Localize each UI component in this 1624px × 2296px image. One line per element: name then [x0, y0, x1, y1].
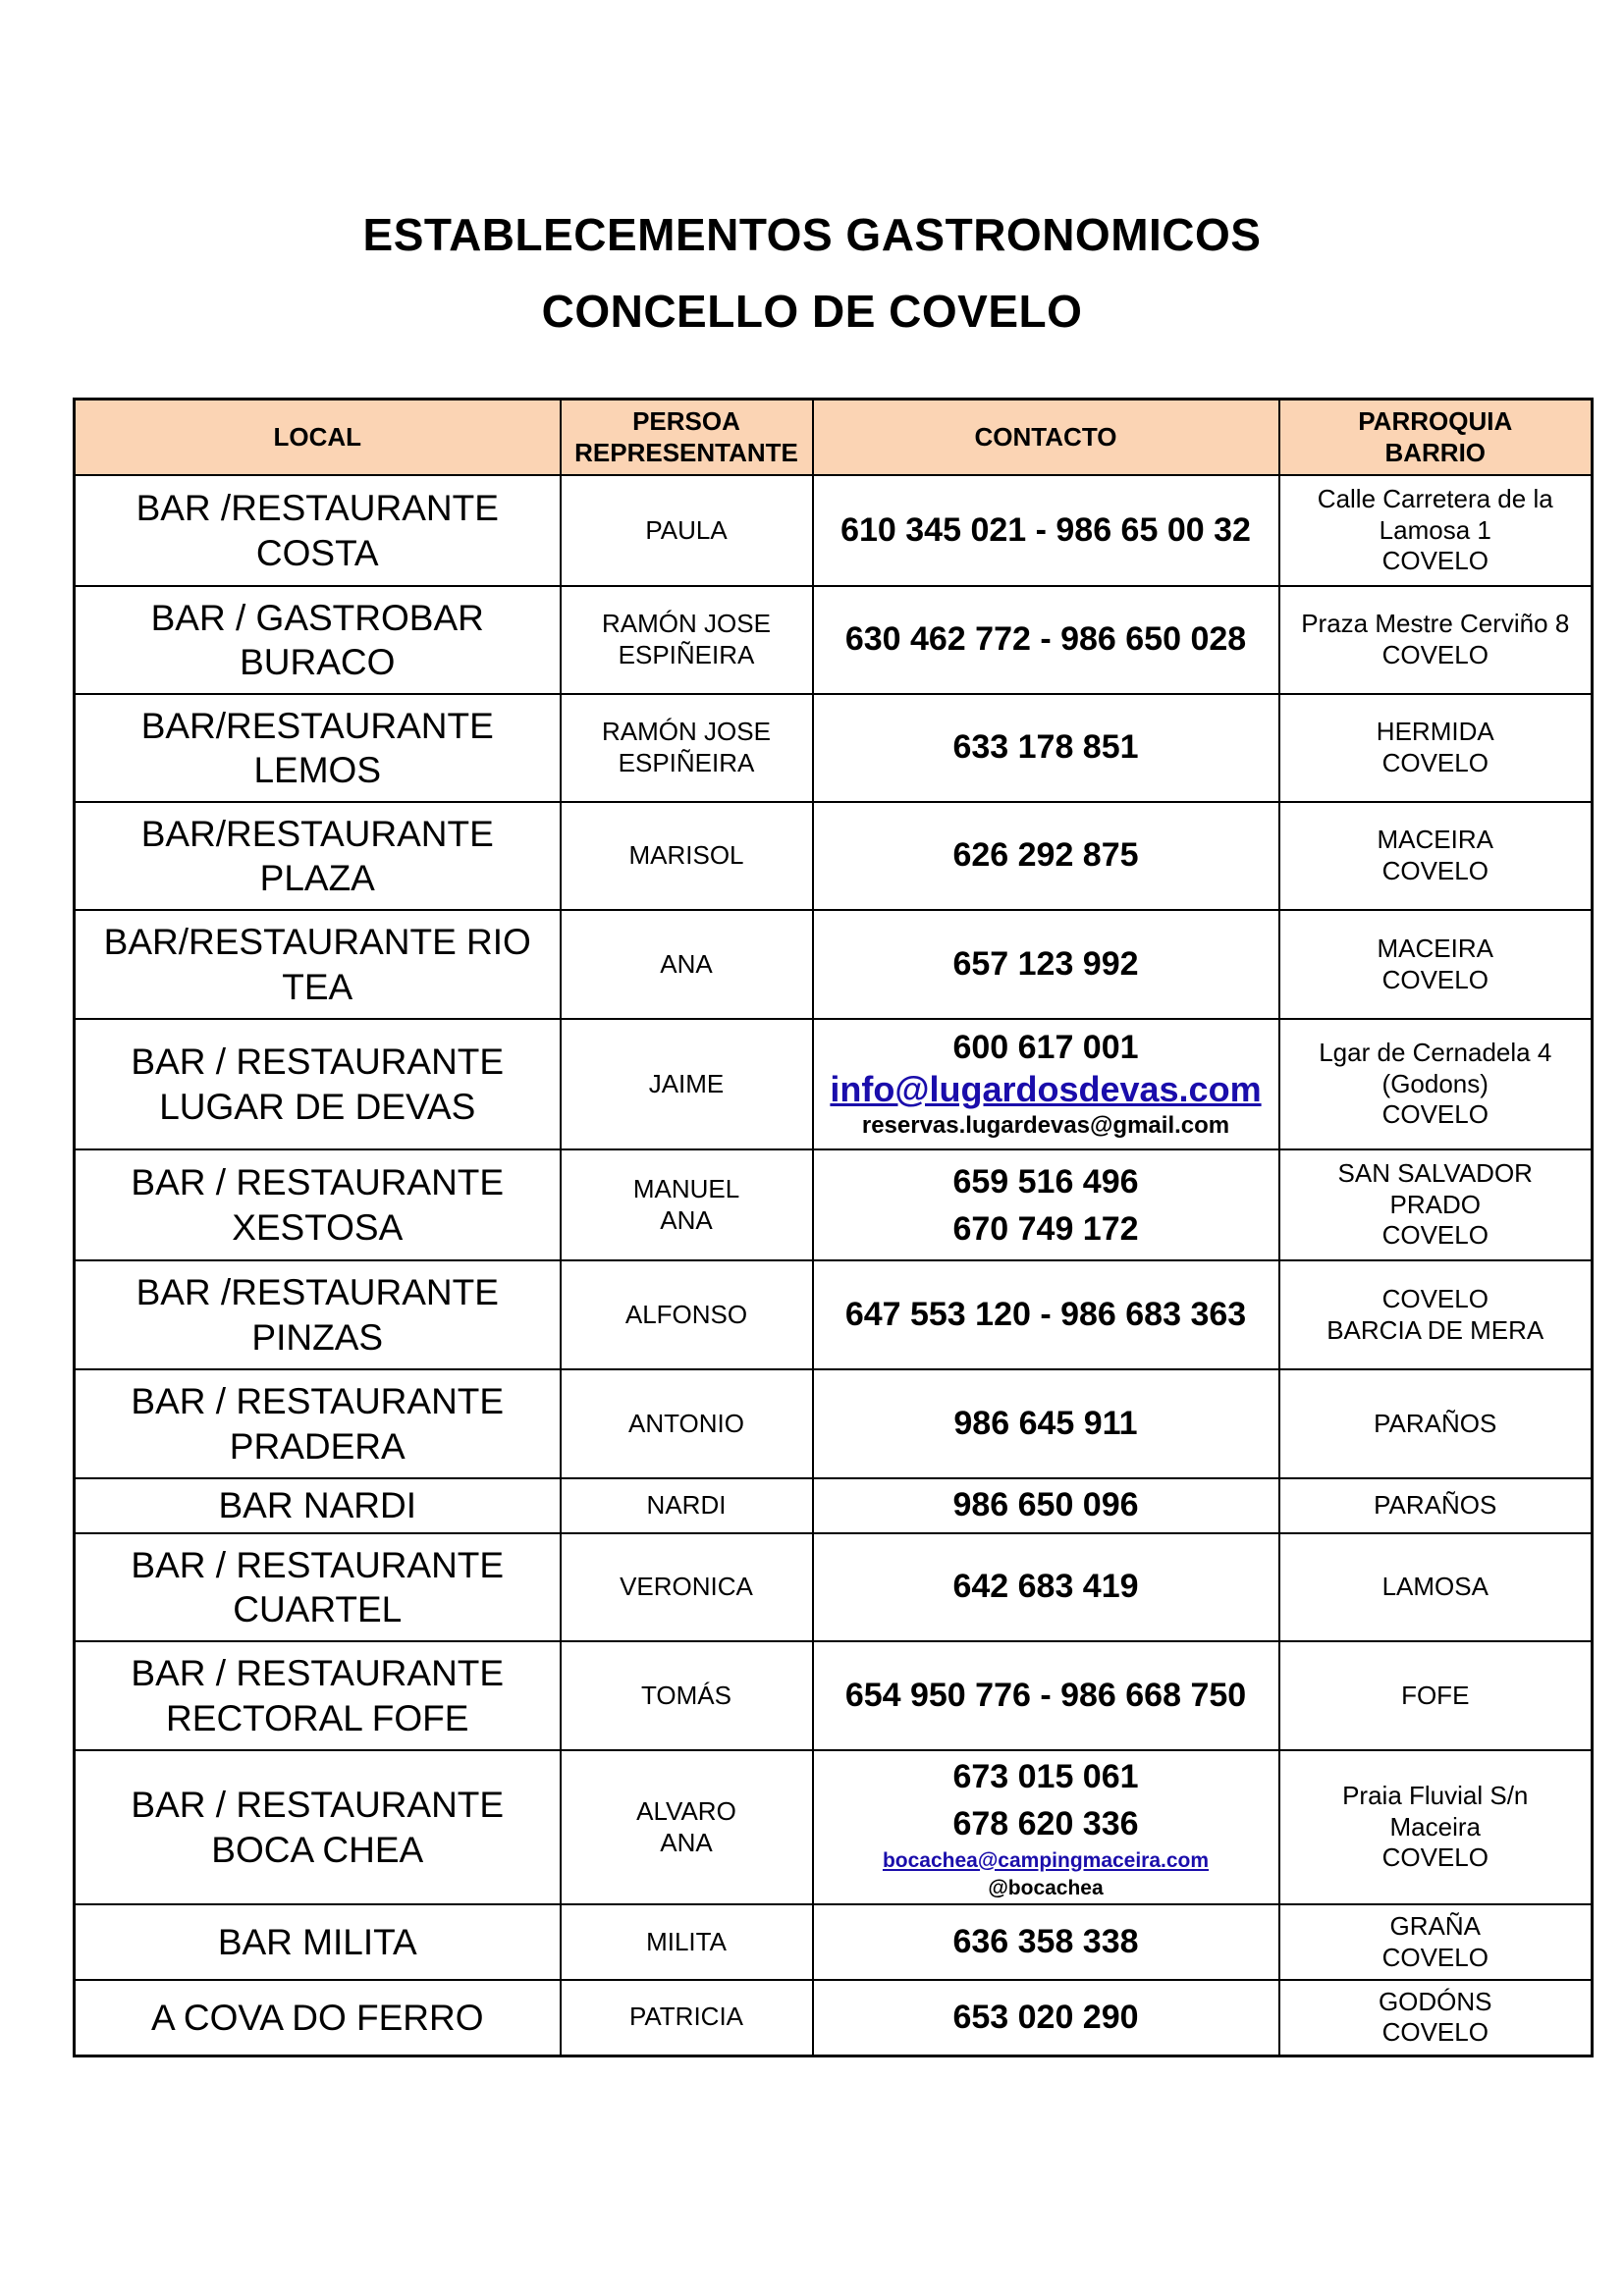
establishments-table — [73, 398, 1594, 2057]
contacto-cell — [813, 586, 1279, 694]
local-name: BAR / RESTAURANTE — [131, 1544, 505, 1585]
phone-number: 654 950 776 - 986 668 750 — [844, 1676, 1247, 1714]
parroquia-cell — [1279, 475, 1593, 586]
persoa-cell — [561, 1019, 813, 1149]
local-cell — [75, 586, 561, 694]
representative-name: MILITA — [646, 1926, 727, 1956]
table-row — [75, 1904, 1593, 1980]
representative-name: ALVARO — [636, 1795, 736, 1826]
contacto-cell — [813, 1980, 1279, 2056]
contacto-cell — [813, 1149, 1279, 1260]
table-body — [75, 475, 1593, 2056]
local-cell — [75, 1641, 561, 1750]
parish-line: COVELO — [1381, 1942, 1489, 1972]
local-cell — [75, 1369, 561, 1478]
phone-number: 659 516 496 — [952, 1162, 1139, 1201]
local-name: PLAZA — [259, 858, 375, 898]
parish-line: COVELO — [1381, 2017, 1489, 2048]
phone-number: 610 345 021 - 986 65 00 32 — [840, 510, 1251, 549]
local-name: BAR/RESTAURANTE RIO — [103, 922, 531, 963]
parish-line: MACEIRA — [1377, 825, 1493, 855]
local-cell — [75, 802, 561, 910]
persoa-cell — [561, 1260, 813, 1369]
persoa-cell — [561, 1533, 813, 1641]
header-persoa: PERSOA REPRESENTANTE — [561, 400, 813, 476]
local-cell — [75, 694, 561, 802]
local-name: BAR / RESTAURANTE — [131, 1653, 505, 1694]
local-name: BAR NARDI — [218, 1485, 416, 1526]
table-row — [75, 1149, 1593, 1260]
parish-line: PRADO — [1389, 1189, 1481, 1219]
parish-line: COVELO — [1381, 856, 1489, 885]
parish-line: COVELO — [1381, 1099, 1489, 1130]
phone-number: 986 650 096 — [952, 1486, 1139, 1524]
phone-number: 630 462 772 - 986 650 028 — [844, 620, 1247, 659]
persoa-cell — [561, 1369, 813, 1478]
table-header-row — [75, 400, 1593, 476]
local-name: TEA — [282, 966, 353, 1007]
parroquia-cell — [1279, 1149, 1593, 1260]
phone-number: 653 020 290 — [952, 1998, 1139, 2036]
table-row — [75, 910, 1593, 1019]
email-text: reservas.lugardevas@gmail.com — [861, 1112, 1230, 1140]
local-name: PRADERA — [229, 1425, 406, 1467]
contacto-cell — [813, 1641, 1279, 1750]
contacto-cell — [813, 475, 1279, 586]
local-name: BAR MILITA — [217, 1921, 417, 1962]
phone-number: 986 645 911 — [953, 1404, 1138, 1442]
parroquia-cell — [1279, 694, 1593, 802]
persoa-cell — [561, 1641, 813, 1750]
parish-line: Lgar de Cernadela 4 — [1319, 1037, 1552, 1067]
email-link[interactable]: info@lugardosdevas.com — [830, 1069, 1262, 1110]
phone-number: 647 553 120 - 986 683 363 — [844, 1295, 1247, 1333]
social-handle: @bocachea — [988, 1876, 1104, 1899]
local-name: CUARTEL — [233, 1589, 403, 1629]
parish-line: COVELO — [1381, 748, 1489, 777]
local-name: BAR/RESTAURANTE — [140, 705, 494, 746]
local-name: RECTORAL FOFE — [166, 1697, 469, 1738]
parish-line: LAMOSA — [1381, 1572, 1489, 1602]
table-row — [75, 1750, 1593, 1904]
local-cell — [75, 1478, 561, 1533]
header-local: LOCAL — [75, 400, 561, 476]
representative-name: MANUEL — [632, 1173, 740, 1203]
representative-name: PAULA — [645, 514, 728, 545]
parish-line: Maceira — [1389, 1811, 1481, 1842]
representative-name: ANA — [660, 1827, 713, 1857]
parroquia-cell — [1279, 910, 1593, 1019]
persoa-cell — [561, 1980, 813, 2056]
local-cell — [75, 475, 561, 586]
table-row — [75, 1641, 1593, 1750]
parish-line: COVELO — [1381, 1220, 1489, 1251]
local-name: BAR / RESTAURANTE — [131, 1381, 505, 1422]
parroquia-cell — [1279, 586, 1593, 694]
representative-name: NARDI — [646, 1490, 727, 1521]
parish-line: COVELO — [1381, 964, 1489, 994]
persoa-cell — [561, 1750, 813, 1904]
parish-line: COVELO — [1381, 1283, 1489, 1313]
parish-line: Calle Carretera de la — [1317, 483, 1553, 513]
representative-name: MARISOL — [628, 840, 744, 871]
parroquia-cell — [1279, 1750, 1593, 1904]
representative-name: ANA — [660, 948, 713, 979]
local-name: BAR / RESTAURANTE — [131, 1162, 505, 1203]
local-name: LEMOS — [253, 750, 382, 790]
parroquia-cell — [1279, 1260, 1593, 1369]
local-name: BAR / RESTAURANTE — [131, 1041, 505, 1083]
email-link[interactable]: bocachea@campingmaceira.com — [882, 1848, 1210, 1872]
phone-number: 642 683 419 — [952, 1568, 1139, 1606]
local-name: PINZAS — [251, 1316, 384, 1358]
local-name: BURACO — [240, 642, 396, 682]
parish-line: PARAÑOS — [1374, 1490, 1497, 1521]
local-cell — [75, 1019, 561, 1149]
local-name: BAR /RESTAURANTE — [135, 1272, 499, 1313]
local-name: A COVA DO FERRO — [150, 1997, 484, 2038]
phone-number: 633 178 851 — [952, 728, 1139, 767]
parish-line: (Godons) — [1381, 1068, 1489, 1098]
phone-number: 636 358 338 — [952, 1922, 1139, 1960]
parish-line: GODÓNS — [1378, 1986, 1492, 2016]
local-name: BAR /RESTAURANTE — [135, 488, 499, 529]
local-cell — [75, 1533, 561, 1641]
contacto-cell — [813, 802, 1279, 910]
table-row — [75, 1478, 1593, 1533]
parish-line: COVELO — [1381, 640, 1489, 669]
table-row — [75, 1980, 1593, 2056]
local-cell — [75, 1904, 561, 1980]
parroquia-cell — [1279, 1478, 1593, 1533]
representative-name: RAMÓN JOSE — [602, 717, 771, 747]
table-row — [75, 802, 1593, 910]
header-parroquia: PARROQUIA BARRIO — [1279, 400, 1593, 476]
local-name: BAR/RESTAURANTE — [140, 813, 494, 854]
persoa-cell — [561, 475, 813, 586]
parroquia-cell — [1279, 1641, 1593, 1750]
local-name: XESTOSA — [232, 1206, 404, 1248]
parroquia-cell — [1279, 1369, 1593, 1478]
header-contacto: CONTACTO — [813, 400, 1279, 476]
table-row — [75, 694, 1593, 802]
parish-line: BARCIA DE MERA — [1326, 1314, 1544, 1345]
parish-line: COVELO — [1381, 1842, 1489, 1873]
local-name: BAR / RESTAURANTE — [131, 1785, 505, 1826]
table-row — [75, 586, 1593, 694]
contacto-cell — [813, 910, 1279, 1019]
persoa-cell — [561, 1149, 813, 1260]
phone-number: 670 749 172 — [952, 1209, 1139, 1248]
local-name: BOCA CHEA — [211, 1829, 424, 1870]
contacto-cell — [813, 1533, 1279, 1641]
table-row — [75, 1369, 1593, 1478]
parish-line: COVELO — [1381, 546, 1489, 576]
local-cell — [75, 1980, 561, 2056]
contacto-cell — [813, 1369, 1279, 1478]
representative-name: ESPIÑEIRA — [618, 640, 755, 669]
parish-line: MACEIRA — [1377, 933, 1493, 963]
document-subtitle: CONCELLO DE COVELO — [541, 286, 1083, 337]
persoa-cell — [561, 586, 813, 694]
phone-number: 678 620 336 — [952, 1804, 1139, 1842]
phone-number: 626 292 875 — [952, 836, 1139, 875]
representative-name: ANA — [660, 1204, 713, 1235]
phone-number: 657 123 992 — [952, 944, 1139, 983]
table-row — [75, 1019, 1593, 1149]
document-title: ESTABLECEMENTOS GASTRONOMICOS — [362, 209, 1262, 260]
local-name: COSTA — [255, 532, 379, 573]
parish-line: PARAÑOS — [1374, 1408, 1497, 1438]
phone-number: 600 617 001 — [952, 1028, 1139, 1066]
representative-name: PATRICIA — [628, 2002, 744, 2032]
local-name: BAR / GASTROBAR — [150, 597, 484, 638]
persoa-cell — [561, 802, 813, 910]
local-cell — [75, 1750, 561, 1904]
table-row — [75, 1533, 1593, 1641]
local-cell — [75, 910, 561, 1019]
persoa-cell — [561, 910, 813, 1019]
table-row — [75, 1260, 1593, 1369]
persoa-cell — [561, 1478, 813, 1533]
local-cell — [75, 1260, 561, 1369]
representative-name: ALFONSO — [624, 1299, 748, 1329]
representative-name: ANTONIO — [628, 1408, 744, 1438]
parish-line: FOFE — [1401, 1680, 1470, 1710]
parish-line: SAN SALVADOR — [1337, 1157, 1533, 1188]
parish-line: HERMIDA — [1376, 717, 1494, 747]
parroquia-cell — [1279, 1533, 1593, 1641]
contacto-cell — [813, 1478, 1279, 1533]
local-name: LUGAR DE DEVAS — [159, 1086, 476, 1127]
parroquia-cell — [1279, 1904, 1593, 1980]
phone-number: 673 015 061 — [952, 1757, 1139, 1795]
contacto-cell — [813, 1750, 1279, 1904]
contacto-cell — [813, 694, 1279, 802]
parish-line: Praza Mestre Cerviño 8 — [1301, 609, 1570, 639]
table-row — [75, 475, 1593, 586]
local-cell — [75, 1149, 561, 1260]
parish-line: Lamosa 1 — [1379, 514, 1491, 545]
parish-line: GRAÑA — [1389, 1910, 1481, 1941]
parroquia-cell — [1279, 802, 1593, 910]
contacto-cell — [813, 1019, 1279, 1149]
persoa-cell — [561, 1904, 813, 1980]
representative-name: RAMÓN JOSE — [602, 609, 771, 639]
representative-name: TOMÁS — [641, 1680, 731, 1710]
parroquia-cell — [1279, 1980, 1593, 2056]
contacto-cell — [813, 1904, 1279, 1980]
parroquia-cell — [1279, 1019, 1593, 1149]
representative-name: VERONICA — [620, 1572, 753, 1602]
parish-line: Praia Fluvial S/n — [1342, 1780, 1529, 1810]
representative-name: JAIME — [648, 1068, 725, 1098]
contacto-cell — [813, 1260, 1279, 1369]
representative-name: ESPIÑEIRA — [618, 748, 755, 777]
persoa-cell — [561, 694, 813, 802]
